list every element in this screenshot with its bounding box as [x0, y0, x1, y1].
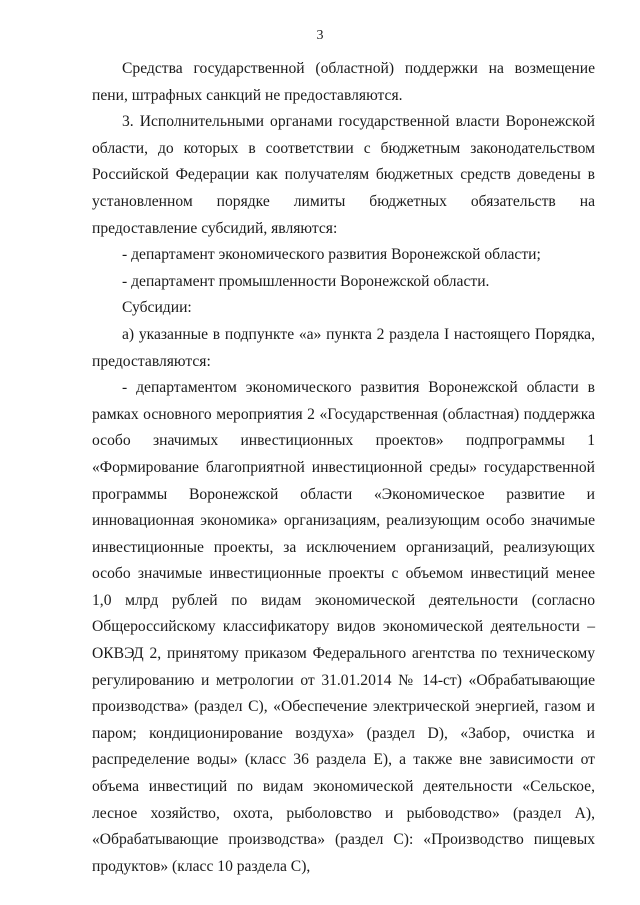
paragraph-section-3: 3. Исполнительными органами государственной власти Воронежской области, до которых в соответствии с бюджетным законодательством Российской Федерации как получателям бюджетных средств доведены в установленном порядке лимиты бюджетных обязательств на предоставление субсидий, являются: [92, 113, 595, 237]
list-item-economic-dept: - департамент экономического развития Воронежской области; [122, 246, 541, 264]
paragraph-penalties: Средства государственной (областной) поддержки на возмещение пени, штрафных санкций не предоставляются. [92, 60, 595, 104]
paragraph-item-a: а) указанные в подпункте «а» пункта 2 раздела I настоящего Порядка, предоставляются: [92, 325, 595, 370]
page-number: 3 [316, 28, 324, 43]
paragraph-subsidies-heading: Субсидии: [122, 299, 192, 317]
document-body [92, 56, 595, 880]
list-item-industry-dept: - департамент промышленности Воронежской области. [122, 272, 490, 290]
paragraph-economic-dept-details: - департаментом экономического развития Воронежской области в рамках основного мероприятия 2 «Государственная (областная) поддержка особо значимых инвестиционных проектов» подпрограммы 1 «Формирование благоприятной инвестиционной среды» государственной программы Воронежской области «Экономическое развитие и инновационная экономика» организациям, реализующим особо значимые инвестиционные проекты, за исключением организаций, реализующих особо значимые инвестиционные проекты с объемом инвестиций менее 1,0 млрд рублей по видам экономической деятельности (согласно Общероссийскому классификатору видов экономической деятельности – ОКВЭД 2, принятому приказом Федерального агентства по техническому регулированию и метрологии от 31.01.2014 № 14-ст) «Обрабатывающие производства» (раздел С), «Обеспечение электрической энергией, газом и паром; кондиционирование воздуха» (раздел D), «Забор, очистка и распределение воды» (класс 36 раздела Е), а также вне зависимости от объема инвестиций по видам экономической деятельности «Сельское, лесное хозяйство, охота, рыболовство и рыбоводство» (раздел А), «Обрабатывающие производства» (раздел С): «Производство пищевых продуктов» (класс 10 раздела С), [92, 379, 595, 875]
